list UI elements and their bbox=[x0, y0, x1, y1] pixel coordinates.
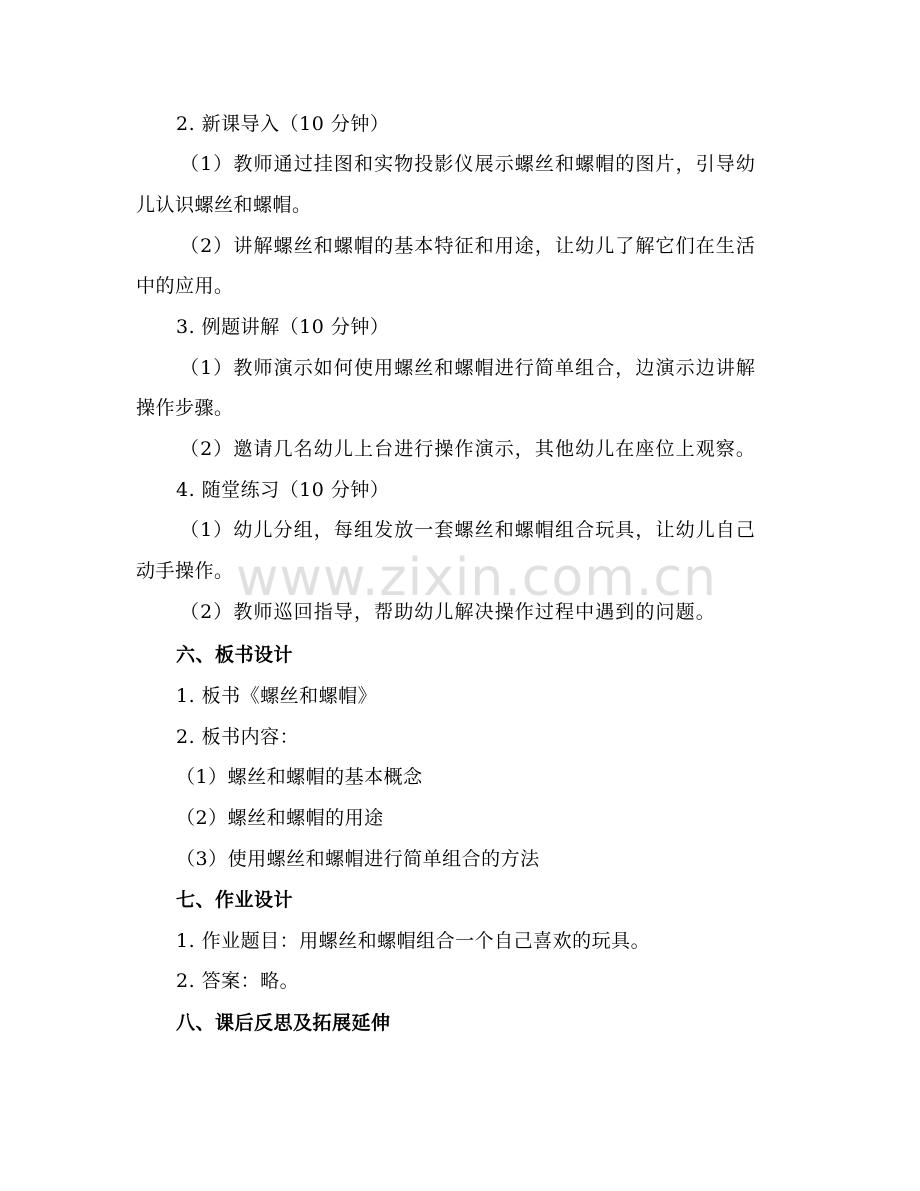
section-heading: 八、课后反思及拓展延伸 bbox=[176, 1012, 391, 1034]
watermark: www.zixin.com.cn bbox=[236, 548, 717, 608]
paragraph-line: 儿认识螺丝和螺帽。 bbox=[136, 194, 312, 216]
paragraph-line: （2）邀请几名幼儿上台进行操作演示，其他幼儿在座位上观察。 bbox=[180, 438, 756, 460]
paragraph-line: （2）教师巡回指导，帮助幼儿解决操作过程中遇到的问题。 bbox=[180, 601, 716, 623]
list-item: 1. 板书《螺丝和螺帽》 bbox=[176, 685, 378, 707]
paragraph-line: 动手操作。 bbox=[136, 560, 234, 582]
paragraph-line: 操作步骤。 bbox=[136, 397, 234, 419]
list-item: 2. 答案：略。 bbox=[176, 970, 300, 992]
section-heading: 六、板书设计 bbox=[176, 644, 294, 666]
paragraph-line: 中的应用。 bbox=[136, 275, 234, 297]
paragraph-line: （1）幼儿分组，每组发放一套螺丝和螺帽组合玩具，让幼儿自己 bbox=[180, 519, 756, 541]
list-item: （3）使用螺丝和螺帽进行简单组合的方法 bbox=[176, 848, 540, 870]
paragraph-line: （1）教师演示如何使用螺丝和螺帽进行简单组合，边演示边讲解 bbox=[180, 357, 756, 379]
paragraph-line: （1）教师通过挂图和实物投影仪展示螺丝和螺帽的图片，引导幼 bbox=[180, 153, 756, 175]
subsection-heading: 2. 新课导入（10 分钟） bbox=[176, 113, 390, 135]
section-heading: 七、作业设计 bbox=[176, 889, 294, 911]
subsection-heading: 4. 随堂练习（10 分钟） bbox=[176, 479, 390, 501]
list-item: 2. 板书内容： bbox=[176, 726, 300, 748]
list-item: （1）螺丝和螺帽的基本概念 bbox=[176, 766, 423, 788]
list-item: 1. 作业题目：用螺丝和螺帽组合一个自己喜欢的玩具。 bbox=[176, 930, 651, 952]
subsection-heading: 3. 例题讲解（10 分钟） bbox=[176, 316, 390, 338]
paragraph-line: （2）讲解螺丝和螺帽的基本特征和用途，让幼儿了解它们在生活 bbox=[180, 235, 756, 257]
list-item: （2）螺丝和螺帽的用途 bbox=[176, 807, 384, 829]
